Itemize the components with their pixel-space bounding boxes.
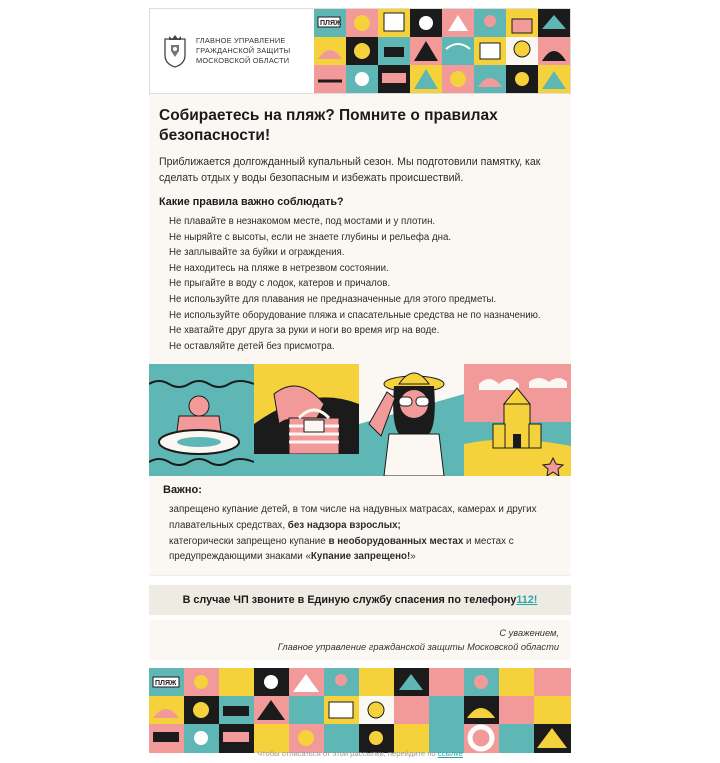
important-item xyxy=(163,534,557,565)
list-item: Не используйте для плавания не предназначенные для этого предметы. xyxy=(169,293,497,305)
important-section xyxy=(149,476,571,575)
org-name-line: МОСКОВСКОЙ ОБЛАСТИ xyxy=(196,56,290,65)
list-item: Не прыгайте в воду с лодок, катеров и причалов. xyxy=(169,278,391,290)
important-heading: Важно: xyxy=(163,484,202,497)
crest-icon xyxy=(162,33,188,69)
unsubscribe-link[interactable]: ссылке xyxy=(437,749,463,758)
important-emphasis: без надзора взрослых; xyxy=(287,519,401,531)
intro-text: Приближается долгожданный купальный сезон. Мы подготовили памятку, как сделать отдых у воды безопасным и избежать происшествий. xyxy=(159,156,541,184)
org-name-line: ГЛАВНОЕ УПРАВЛЕНИЕ xyxy=(196,36,286,45)
main-content xyxy=(149,94,571,364)
important-emphasis: Купание запрещено! xyxy=(310,551,411,563)
signature xyxy=(149,620,571,660)
org-name-line: ГРАЖДАНСКОЙ ЗАЩИТЫ xyxy=(196,46,291,55)
list-item: Не используйте оборудование пляжа и спасательные средства не по назначению. xyxy=(169,309,541,321)
list-item: Не находитесь на пляже в нетрезвом состоянии. xyxy=(169,262,389,274)
list-item: Не заплывайте за буйки и ограждения. xyxy=(169,247,345,259)
beach-sign-text: ПЛЯЖ xyxy=(155,679,177,687)
important-text: и местах с предупреждающими знаками « xyxy=(169,535,514,563)
important-text: категорически запрещено купание xyxy=(169,535,329,547)
email-header xyxy=(149,8,571,94)
emergency-phone-link[interactable]: 112! xyxy=(516,593,538,606)
signature-greeting: С уважением, xyxy=(499,627,559,638)
signature-org: Главное управление гражданской защиты Московской области xyxy=(277,641,559,652)
org-name xyxy=(196,36,290,66)
emergency-text: В случае ЧП звоните в Единую службу спасения по телефону xyxy=(182,593,517,606)
header-illustration xyxy=(314,9,570,93)
beach-sign-text: ПЛЯЖ xyxy=(320,20,342,27)
list-item: Не оставляйте детей без присмотра. xyxy=(169,340,335,352)
important-text: » xyxy=(410,551,416,563)
rules-heading: Какие правила важно соблюдать? xyxy=(159,196,344,208)
footer-illustration xyxy=(149,668,571,753)
emergency-banner xyxy=(149,585,571,615)
important-text: запрещено купание детей, в том числе на надувных матрасах, камерах и других плавательных средствах, xyxy=(169,504,537,531)
unsubscribe-text: Чтобы отписаться от этой рассылки, перейдите по xyxy=(257,749,438,758)
list-item: Не плавайте в незнакомом месте, под мостами и у плотин. xyxy=(169,216,436,227)
email-body xyxy=(149,8,571,753)
org-logo xyxy=(150,9,314,93)
list-item: Не ныряйте с высоты, если не знаете глубины и рельефа дна. xyxy=(169,231,452,243)
page-title: Собираетесь на пляж? Помните о правилах безопасности! xyxy=(159,107,498,144)
list-item: Не хватайте друг друга за руки и ноги во время игр на воде. xyxy=(169,325,440,337)
rules-list xyxy=(159,214,561,354)
important-emphasis: в необорудованных местах xyxy=(328,535,464,547)
important-item xyxy=(163,502,557,533)
unsubscribe-notice xyxy=(0,749,720,758)
beach-illustration xyxy=(149,364,571,476)
